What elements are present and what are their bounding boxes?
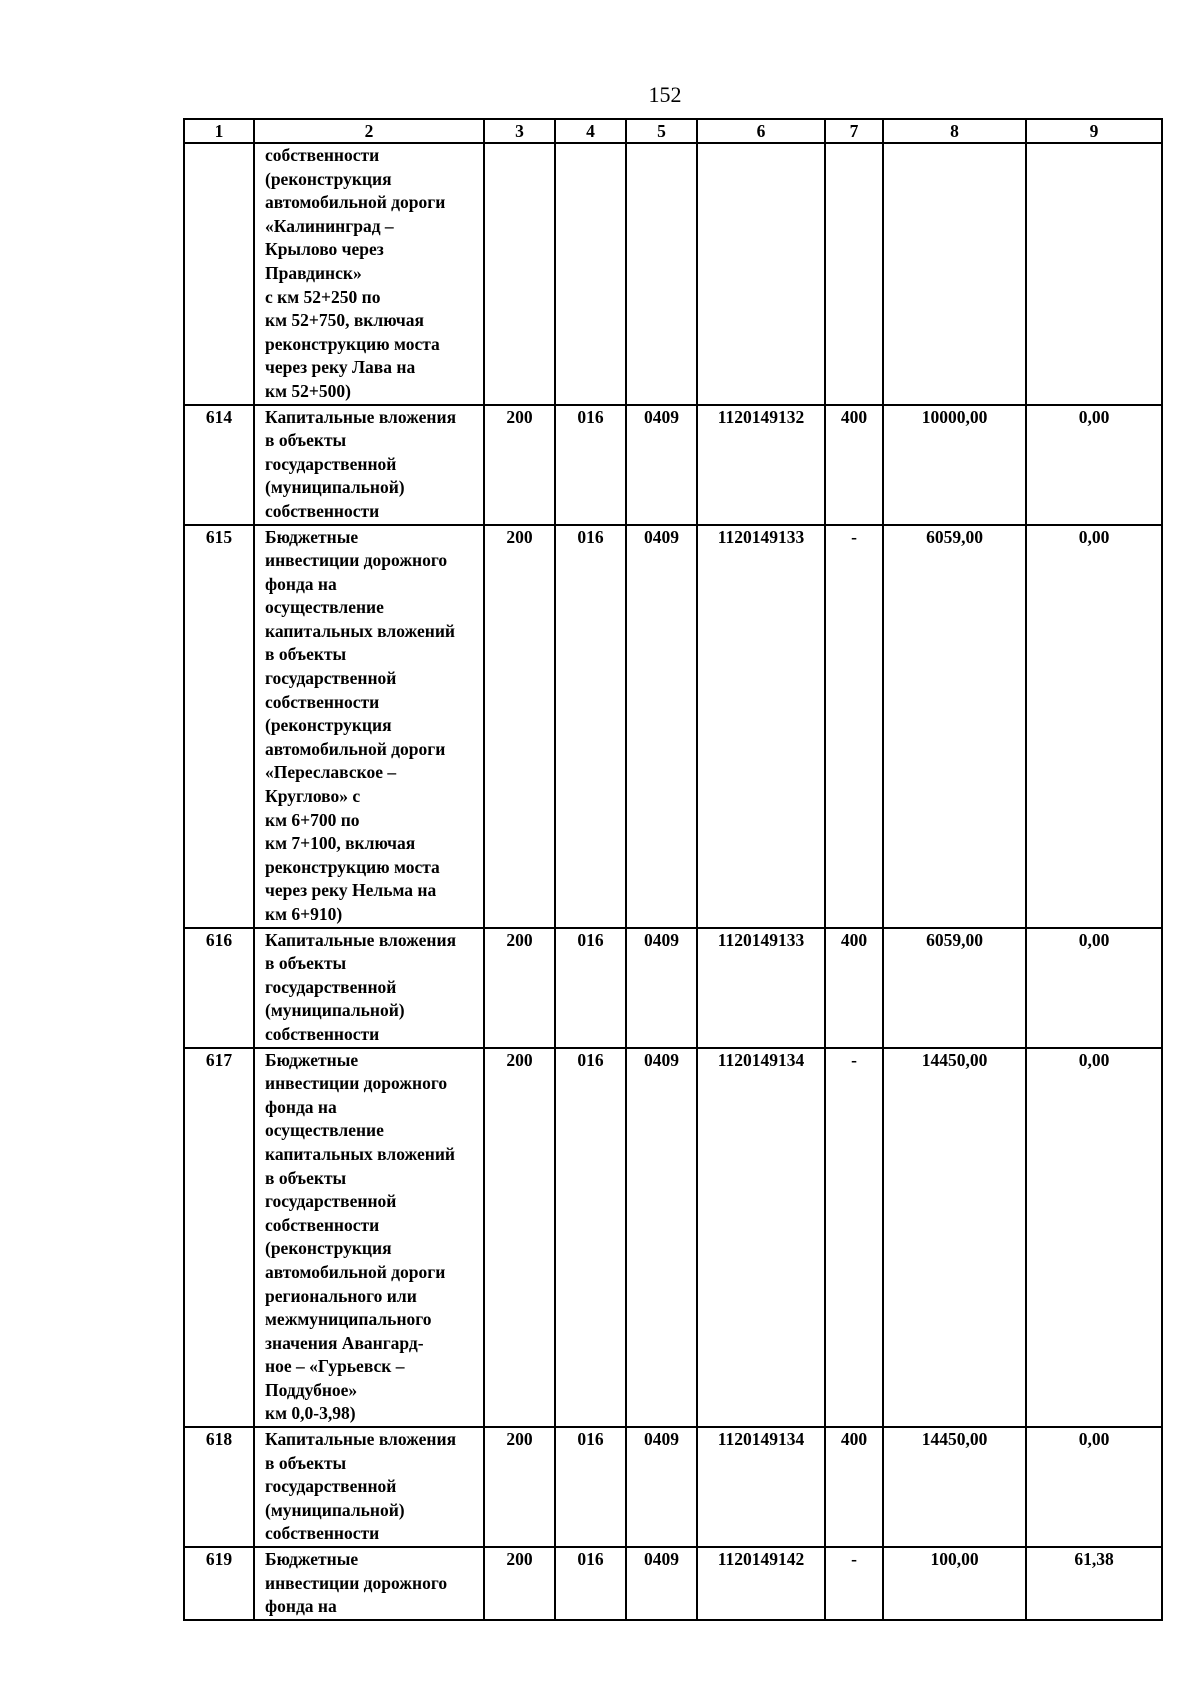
cell-col3: 200	[484, 405, 555, 525]
table-row	[184, 525, 1162, 928]
cell-col5: 0409	[626, 1048, 697, 1428]
cell-number: 617	[184, 1048, 254, 1428]
cell-col8	[883, 143, 1026, 405]
cell-col3: 200	[484, 928, 555, 1048]
cell-col9: 0,00	[1026, 1048, 1162, 1428]
cell-col9	[1026, 143, 1162, 405]
table-row	[184, 143, 1162, 405]
cell-description: Бюджетные инвестиции дорожного фонда на	[254, 1547, 484, 1620]
cell-description: Капитальные вложения в объекты государственной (муниципальной) собственности	[254, 928, 484, 1048]
cell-col7: 400	[825, 1427, 883, 1547]
cell-col7: -	[825, 525, 883, 928]
cell-description: собственности (реконструкция автомобильной дороги «Калининград – Крылово через Правдинск» с км 52+250 по км 52+750, включая реконструкцию моста через реку Лава на км 52+500)	[254, 143, 484, 405]
cell-description: Капитальные вложения в объекты государственной (муниципальной) собственности	[254, 405, 484, 525]
cell-description: Бюджетные инвестиции дорожного фонда на осуществление капитальных вложений в объекты государственной собственности (реконструкция автомобильной дороги «Переславское – Круглово» с км 6+700 по км 7+100, включая реконструкцию моста через реку Нельма на км 6+910)	[254, 525, 484, 928]
cell-col8: 14450,00	[883, 1427, 1026, 1547]
table-row	[184, 1048, 1162, 1428]
cell-col3: 200	[484, 1048, 555, 1428]
cell-col6: 1120149142	[697, 1547, 825, 1620]
column-header-2: 2	[254, 119, 484, 143]
cell-number: 618	[184, 1427, 254, 1547]
cell-col5: 0409	[626, 1427, 697, 1547]
cell-col5: 0409	[626, 405, 697, 525]
cell-col9: 0,00	[1026, 525, 1162, 928]
column-header-4: 4	[555, 119, 626, 143]
cell-col7: 400	[825, 405, 883, 525]
table-row	[184, 1547, 1162, 1620]
cell-col7: -	[825, 1547, 883, 1620]
cell-number: 619	[184, 1547, 254, 1620]
page-number: 152	[648, 82, 682, 107]
cell-col5: 0409	[626, 1547, 697, 1620]
cell-col8: 6059,00	[883, 525, 1026, 928]
cell-col8: 10000,00	[883, 405, 1026, 525]
cell-col3	[484, 143, 555, 405]
cell-col6: 1120149133	[697, 525, 825, 928]
table-row	[184, 1427, 1162, 1547]
cell-col7: -	[825, 1048, 883, 1428]
cell-col6: 1120149133	[697, 928, 825, 1048]
column-header-1: 1	[184, 119, 254, 143]
cell-col5: 0409	[626, 525, 697, 928]
cell-col7	[825, 143, 883, 405]
cell-col6: 1120149134	[697, 1048, 825, 1428]
cell-col5: 0409	[626, 928, 697, 1048]
cell-col6	[697, 143, 825, 405]
cell-col6: 1120149132	[697, 405, 825, 525]
cell-col8: 100,00	[883, 1547, 1026, 1620]
cell-col4: 016	[555, 1547, 626, 1620]
table-row	[184, 928, 1162, 1048]
cell-number	[184, 143, 254, 405]
column-header-9: 9	[1026, 119, 1162, 143]
cell-col3: 200	[484, 1547, 555, 1620]
cell-col4: 016	[555, 525, 626, 928]
cell-col4: 016	[555, 405, 626, 525]
cell-col9: 0,00	[1026, 928, 1162, 1048]
cell-col9: 61,38	[1026, 1547, 1162, 1620]
column-header-6: 6	[697, 119, 825, 143]
column-header-5: 5	[626, 119, 697, 143]
cell-col8: 14450,00	[883, 1048, 1026, 1428]
cell-col5	[626, 143, 697, 405]
cell-col3: 200	[484, 525, 555, 928]
table-header-row	[184, 119, 1162, 143]
column-header-8: 8	[883, 119, 1026, 143]
table-row	[184, 405, 1162, 525]
cell-col9: 0,00	[1026, 1427, 1162, 1547]
cell-number: 615	[184, 525, 254, 928]
cell-number: 616	[184, 928, 254, 1048]
cell-col4: 016	[555, 1427, 626, 1547]
cell-col4: 016	[555, 1048, 626, 1428]
cell-col7: 400	[825, 928, 883, 1048]
column-header-3: 3	[484, 119, 555, 143]
cell-description: Бюджетные инвестиции дорожного фонда на осуществление капитальных вложений в объекты государственной собственности (реконструкция автомобильной дороги регионального или межмуниципального значения Авангард- ное – «Гурьевск – Поддубное» км 0,0-3,98)	[254, 1048, 484, 1428]
cell-col9: 0,00	[1026, 405, 1162, 525]
cell-description: Капитальные вложения в объекты государственной (муниципальной) собственности	[254, 1427, 484, 1547]
cell-col3: 200	[484, 1427, 555, 1547]
column-header-7: 7	[825, 119, 883, 143]
cell-col6: 1120149134	[697, 1427, 825, 1547]
cell-col8: 6059,00	[883, 928, 1026, 1048]
cell-col4: 016	[555, 928, 626, 1048]
cell-number: 614	[184, 405, 254, 525]
cell-col4	[555, 143, 626, 405]
budget-table	[183, 118, 1163, 1621]
